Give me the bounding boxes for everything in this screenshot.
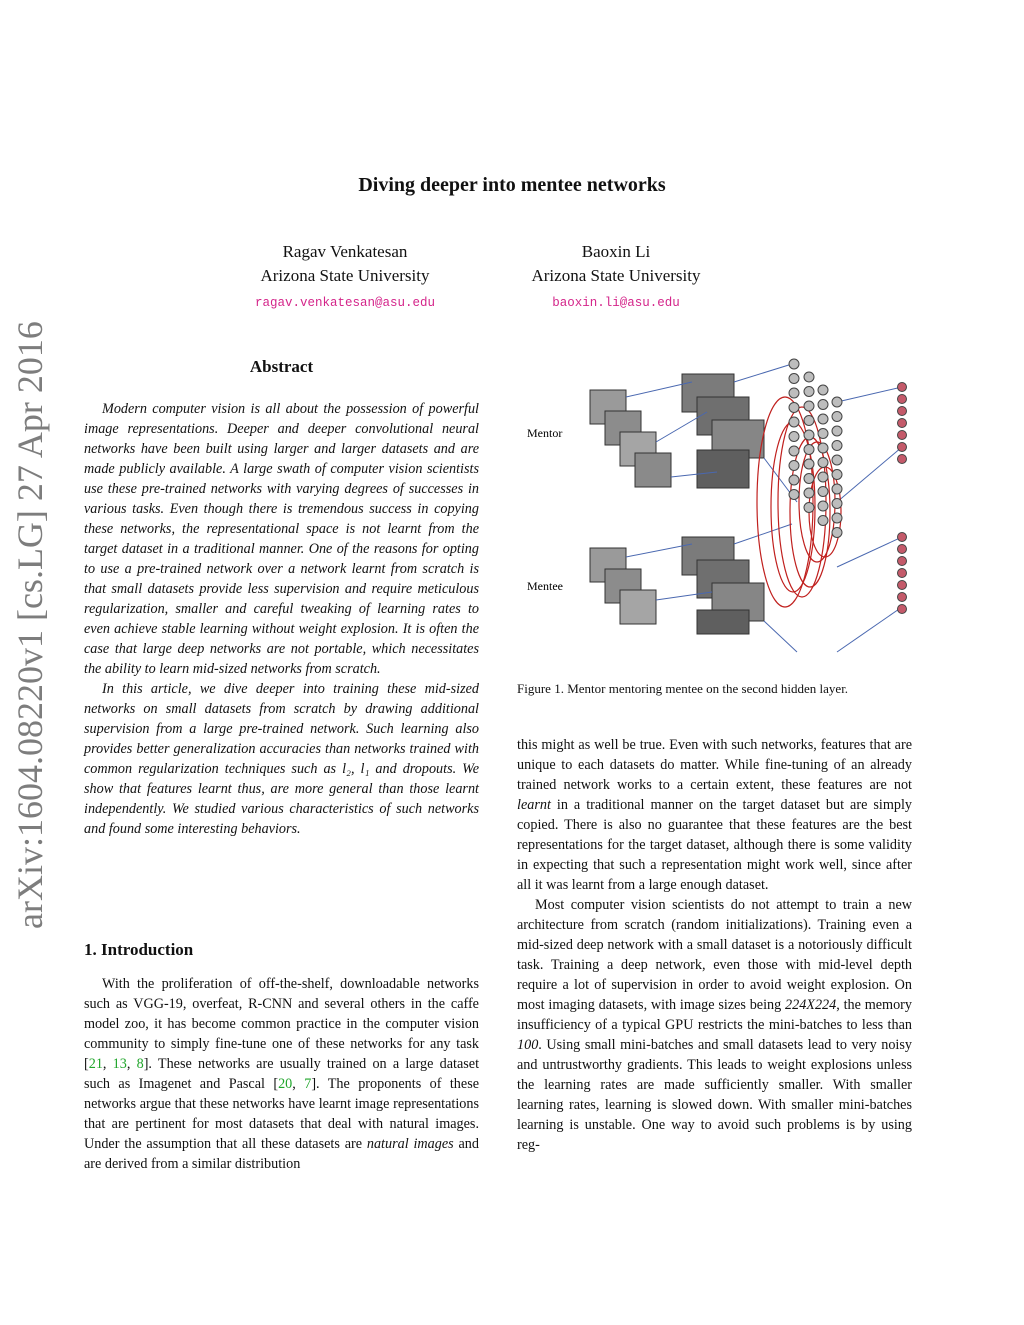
hidden-neuron: [818, 443, 828, 453]
output-neuron: [898, 557, 907, 566]
hidden-neuron: [789, 461, 799, 471]
math-l2: l₂: [342, 761, 351, 777]
arxiv-sidebar-stamp: arXiv:1604.08220v1 [cs.LG] 27 Apr 2016: [10, 321, 50, 929]
hidden-neuron: [804, 372, 814, 382]
hidden-neuron: [832, 441, 842, 451]
hidden-neuron: [804, 401, 814, 411]
output-neuron: [898, 395, 907, 404]
citation-link[interactable]: 20: [278, 1076, 293, 1092]
mentee-label: Mentee: [527, 579, 563, 593]
hidden-neuron: [832, 426, 842, 436]
hidden-neuron: [789, 446, 799, 456]
hidden-neuron: [818, 458, 828, 468]
intro-paragraph-1: With the proliferation of off-the-shelf, downloadable networks such as VGG-19, overfeat, R-CNN and several others in the caffe model zoo, it has become common practice in the computer vision community to simply fine-tune one of these networks for any task [21, 13, 8]. These networks are usually trained on a large dataset such as Imagenet and Pascal [20, 7]. The proponents of these networks argue that these networks have learnt image representations that are pertinent for most datasets that deal with natural images. Under the assumption that all these datasets are natural images and are derived from a similar distribution: [84, 976, 480, 1172]
section-heading-introduction: 1. Introduction: [84, 940, 194, 959]
output-neuron: [898, 593, 907, 602]
hidden-neuron: [818, 501, 828, 511]
abstract-paragraph-1: Modern computer vision is all about the possession of powerful image representations. Deeper and deeper convolutional neural networks have been built using larger and larger datasets and are made publicly available. A large swath of computer vision scientists use these pre-trained networks with varying degrees of successes in various tasks. Even though there is tremendous success in copying these networks, the representational space is not learnt from the target dataset in a traditional manner. One of the reasons for opting to use a pre-trained network over a network learnt from scratch is that small datasets provide less supervision and require meticulous regularization, smaller and careful tweaking of learning rates to even achieve stable learning without weight explosion. It is often the case that large deep networks are not portable, which necessitates the ability to learn mid-sized networks from scratch.: [84, 401, 479, 677]
hidden-neuron: [804, 488, 814, 498]
citation-link[interactable]: 13: [112, 1056, 127, 1072]
hidden-neuron: [789, 475, 799, 485]
citation-link[interactable]: 21: [88, 1056, 103, 1072]
author-block-2: [466, 240, 766, 318]
hidden-neuron: [789, 388, 799, 398]
output-neurons: [898, 383, 907, 614]
introduction-body: [84, 974, 479, 1174]
author-email[interactable]: baoxin.li@asu.edu: [552, 296, 680, 310]
author-name: Ragav Venkatesan: [282, 242, 408, 261]
hidden-neuron: [789, 432, 799, 442]
hidden-neuron: [832, 528, 842, 538]
output-neuron: [898, 545, 907, 554]
output-neuron: [898, 455, 907, 464]
hidden-neuron: [789, 359, 799, 369]
abstract-body: [84, 399, 479, 839]
figure-1: [517, 352, 912, 662]
right-column-body: [517, 735, 912, 1155]
author-affiliation: Arizona State University: [531, 266, 701, 285]
hidden-neuron: [832, 397, 842, 407]
hidden-neuron: [818, 487, 828, 497]
hidden-neuron: [804, 503, 814, 513]
mentee-input-images: [590, 548, 656, 624]
hidden-neuron: [832, 513, 842, 523]
hidden-neuron: [832, 412, 842, 422]
math-l1: l₁: [360, 761, 370, 777]
author-block-1: [195, 240, 495, 318]
output-neuron: [898, 407, 907, 416]
output-neuron: [898, 569, 907, 578]
hidden-neuron: [818, 385, 828, 395]
hidden-neuron: [818, 472, 828, 482]
abstract-paragraph-2: In this article, we dive deeper into training these mid-sized networks on small datasets from scratch by drawing additional supervision from a large pre-trained network. Such learning also provides better generalization accuracies than networks trained with common regularization techniques such as l₂, l₁ and dropouts. We show that features learnt thus, are more general than those learnt independently. We studied various characteristics of such networks and found some interesting behaviors.: [84, 681, 479, 837]
hidden-neuron: [832, 499, 842, 509]
hidden-neuron: [789, 403, 799, 413]
hidden-neuron: [832, 484, 842, 494]
output-neuron: [898, 431, 907, 440]
hidden-neuron: [789, 417, 799, 427]
mentor-input-images: [590, 390, 671, 487]
author-email[interactable]: ragav.venkatesan@asu.edu: [254, 296, 436, 310]
hidden-neuron: [818, 400, 828, 410]
mentorship-ellipses: [757, 397, 841, 607]
hidden-neuron: [804, 459, 814, 469]
output-neuron: [898, 443, 907, 452]
citation-link[interactable]: 8: [136, 1056, 144, 1072]
hidden-neuron: [818, 429, 828, 439]
hidden-neuron: [804, 474, 814, 484]
right-paragraph-2: Most computer vision scientists do not attempt to train a new architecture from scratch (random initializations). Training even a mid-sized deep network with a small dataset is a notoriously difficult task. Training a deep network, even those with mid-level depth require a lot of supervision in order to avoid weight explosion. On most imaging datasets, with image sizes being 224X224, the memory insufficiency of a typical GPU restricts the mini-batches to less than 100. Using small mini-batches and small datasets lead to very noisy and untrustworthy gradients. This leads to weight explosions unless the learning rates are made sufficiently smaller. With smaller learning rates, learning is slowed down. With smaller mini-batches learning is unstable. One way to avoid such problems is by using reg-: [517, 897, 912, 1153]
output-neuron: [898, 533, 907, 542]
author-affiliation: Arizona State University: [260, 266, 430, 285]
mentor-feature-maps: [682, 374, 764, 488]
paper-title: Diving deeper into mentee networks: [358, 174, 666, 196]
mentor-label: Mentor: [527, 426, 563, 440]
hidden-neuron: [789, 374, 799, 384]
author-name: Baoxin Li: [581, 242, 651, 261]
output-neuron: [898, 605, 907, 614]
hidden-neuron: [832, 455, 842, 465]
hidden-neuron: [818, 516, 828, 526]
figure-caption: Figure 1. Mentor mentoring mentee on the second hidden layer.: [517, 681, 849, 696]
hidden-neuron: [804, 445, 814, 455]
abstract-heading: Abstract: [249, 357, 314, 376]
hidden-neuron: [804, 387, 814, 397]
output-neuron: [898, 419, 907, 428]
hidden-neuron: [804, 416, 814, 426]
right-paragraph-1: this might as well be true. Even with such networks, features that are unique to each datasets do matter. While fine-tuning of an already trained network works to a certain extent, these features are not learnt in a traditional manner on the target dataset but are simply copied. There is also no guarantee that these features are the best representations for the target dataset, although there is some validity in expecting that such a representation might work well, since after all it was learnt from a large enough dataset.: [517, 737, 912, 893]
mentor-mentee-diagram: [517, 352, 912, 662]
output-neuron: [898, 581, 907, 590]
citation-link[interactable]: 7: [304, 1076, 312, 1092]
hidden-neuron: [789, 490, 799, 500]
output-neuron: [898, 383, 907, 392]
hidden-neuron: [818, 414, 828, 424]
mentee-feature-maps: [682, 537, 764, 634]
hidden-neuron: [804, 430, 814, 440]
hidden-neuron: [832, 470, 842, 480]
